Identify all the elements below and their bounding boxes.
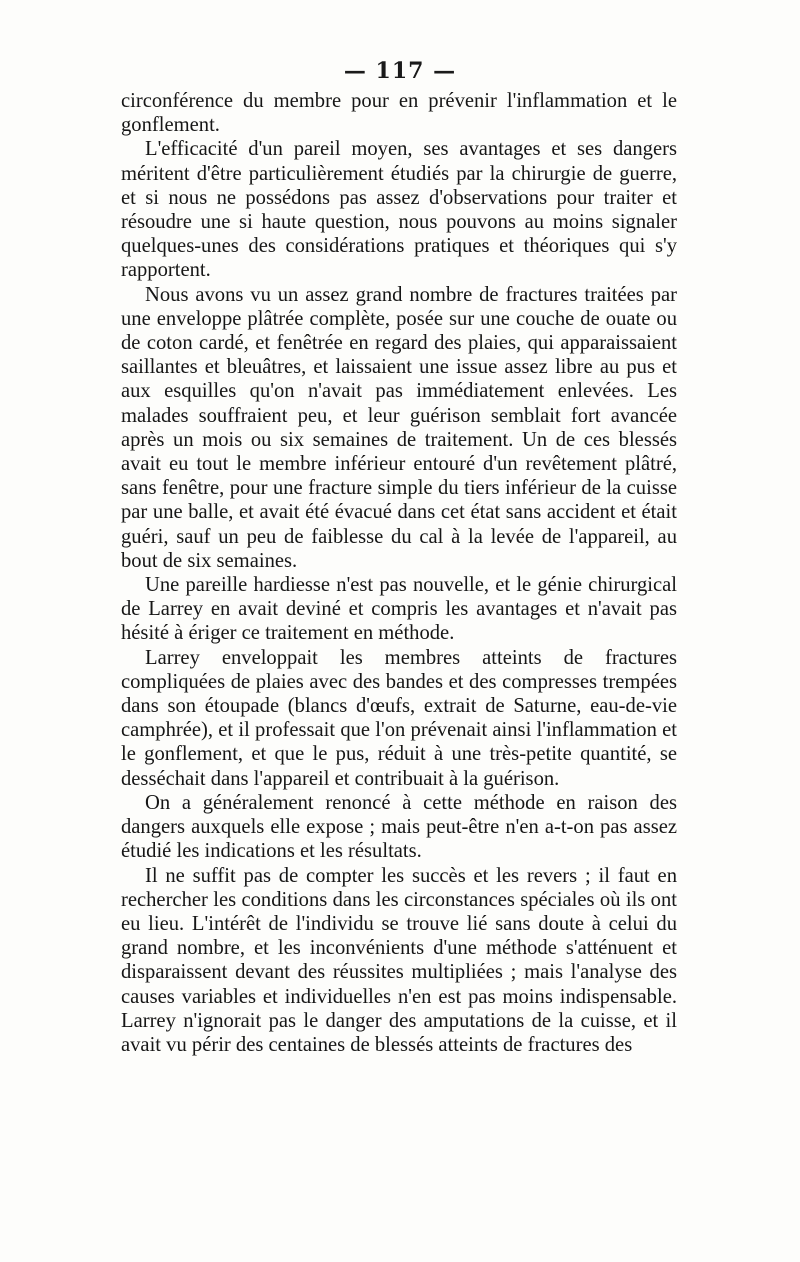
page-number: — 117 — [343, 58, 457, 84]
paragraph: circonférence du membre pour en prévenir l'inflammation et le gonflement. [121, 90, 677, 137]
paragraph: On a généralement renoncé à cette méthode en raison des dangers auxquels elle expose ; mais peut-être n'en a-t-on pas assez étudié les indications et les résultats. [121, 791, 677, 863]
paragraph: Nous avons vu un assez grand nombre de fractures traitées par une enveloppe plâtrée complète, posée sur une couche de ouate ou de coton cardé, et fenêtrée en regard des plaies, qui apparaissaient saillantes et bleuâtres, et laissaient une issue assez libre au pus et aux esquilles qu'on n'avait pas immédiatement enlevées. Les malades souffraient peu, et leur guérison semblait fort avancée après un mois ou six semaines de traitement. Un de ces blessés avait eu tout le membre inférieur entouré d'un revêtement plâtré, sans fenêtre, pour une fracture simple du tiers inférieur de la cuisse par une balle, et avait été évacué dans cet état sans accident et était guéri, sauf un peu de faiblesse du cal à la levée de l'appareil, au bout de six semaines. [121, 283, 677, 572]
body-text [121, 89, 677, 1057]
paragraph: Larrey enveloppait les membres atteints de fractures compliquées de plaies avec des bandes et des compresses trempées dans son étoupade (blancs d'œufs, extrait de Saturne, eau-de-vie camphrée), et il professait que l'on prévenait ainsi l'inflammation et le gonflement, et que le pus, réduit à une très-petite quantité, se desséchait dans l'appareil et contribuait à la guérison. [121, 646, 677, 790]
paragraph: L'efficacité d'un pareil moyen, ses avantages et ses dangers méritent d'être particulièrement étudiés par la chirurgie de guerre, et si nous ne possédons pas assez d'observations pour traiter et résoudre une si haute question, nous pouvons au moins signaler quelques-unes des considérations pratiques et théoriques qui s'y rapportent. [121, 138, 677, 282]
paragraph: Une pareille hardiesse n'est pas nouvelle, et le génie chirurgical de Larrey en avait deviné et compris les avantages et n'avait pas hésité à ériger ce traitement en méthode. [121, 574, 677, 645]
paragraph: Il ne suffit pas de compter les succès et les revers ; il faut en rechercher les conditions dans les circonstances spéciales où ils ont eu lieu. L'intérêt de l'individu se trouve lié sans doute à celui du grand nombre, et les inconvénients d'une méthode s'atténuent et disparaissent devant des réussites multipliées ; mais l'analyse des causes variables et individuelles n'en est pas moins indispensable. Larrey n'ignorait pas le danger des amputations de la cuisse, et il avait vu périr des centaines de blessés atteints de fractures des [121, 864, 677, 1056]
